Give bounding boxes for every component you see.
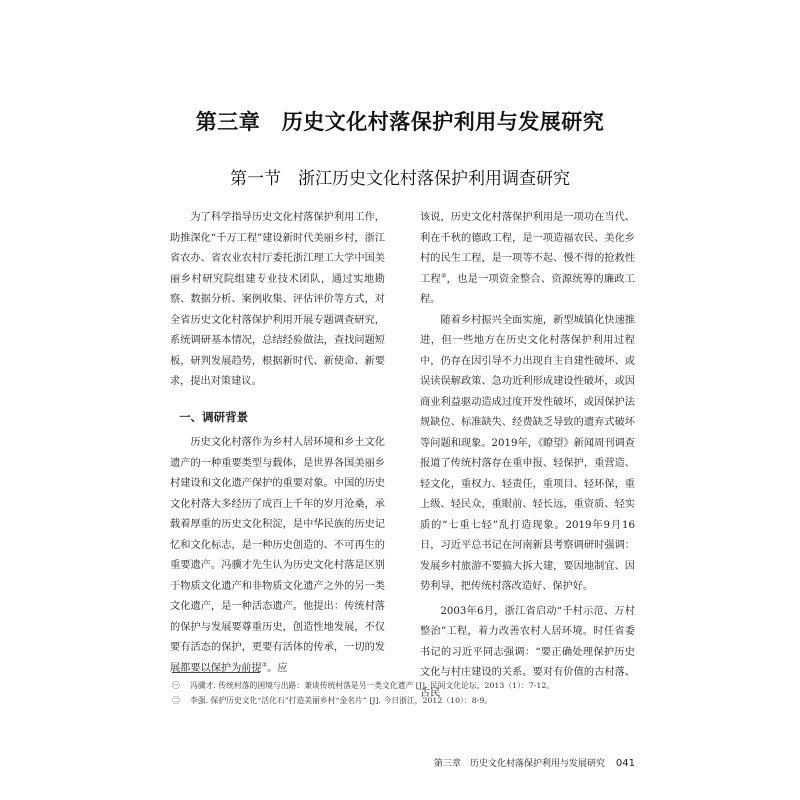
footnote-text: 冯骥才. 传统村落的困境与出路：兼谈传统村落是另一类文化遗产 [J]. 民间文化论坛，2013（1）：7-12。 [190,681,555,690]
continuation-paragraph [420,208,635,311]
running-footer-title: 第三章 历史文化村落保护利用与发展研究 [434,759,606,769]
left-column [170,208,385,679]
continuation-end: ，也是一项资金整合、资源统筹的廉政工程。 [420,273,635,305]
footnote-text: 李强. 保护历史文化“活化石”打造美丽乡村“金名片” [J]. 今日浙江，2012（10）：8-9。 [190,696,493,705]
intro-paragraph: 为了科学指导历史文化村落保护利用工作，助推深化“千万工程”建设新时代美丽乡村，浙江省农办、省农业农村厅委托浙江理工大学中国美丽乡村研究院组建专业技术团队，通过实地勘察、数据分析、案例收集、评估评价等方式，对全省历史文化村落保护利用开展专题调查研究，系统调研基本情况，总结经验做法，查找问题短板，研判发展趋势，根据新时代、新使命、新要求，提出对策建议。 [170,212,385,387]
chapter-title: 第三章 历史文化村落保护利用与发展研究 [195,110,605,134]
running-footer [420,756,635,769]
footnote-divider [172,672,260,673]
background-paragraph [170,433,385,679]
footnote-1 [172,678,642,693]
footnote-mark: ㊀ [172,681,180,690]
rural-revitalization-paragraph: 随着乡村振兴全面实施，新型城镇化快速推进，但一些地方在历史文化村落保护利用过程中，仍存在因引导不力出现自主自建性破坏、或误读误解政策、急功近利形成建设性破坏，或因商业利益驱动造成过度开发性破坏，或因保护法规缺位、标准缺失、经费缺乏导致的遗弃式破坏等问题和现象。2019年，《瞭望》新闻周刊调查报道了传统村落存在重申报、轻保护，重营造、轻文化，重权力、轻责任，重项目、轻环保，重上级、轻民众，重眼前、轻长远，重资质、轻实质的“七重七轻”乱打造现象。2019年9月16日，习近平总书记在河南新县考察调研时强调：发展乡村旅游不要搞大拆大建，要因地制宜、因势利导，把传统村落改造好、保护好。 [420,314,635,592]
subheading-research-background: 一、调研背景 [179,409,249,424]
continuation-text: 该说，历史文化村落保护利用是一项功在当代、利在千秋的德政工程，是一项造福农民、美化乡村的民生工程，是一项等不起、慢不得的抢救性工程 [420,212,635,285]
footnote-2 [172,693,642,708]
background-paragraph-end: 。应 [267,662,288,674]
page-number: 041 [615,758,635,769]
right-column [420,208,635,704]
footnote-ref-2[interactable]: ② [440,272,447,280]
section-title: 第一节 浙江历史文化村落保护利用调查研究 [230,169,570,189]
thousand-villages-paragraph: 2003年6月，浙江省启动“千村示范、万村整治”工程，着力改善农村人居环境。时任省委书记的习近平同志强调：“要正确处理保护历史文化与村庄建设的关系。要对有价值的古村落、古民 [420,605,635,699]
background-paragraph-text: 历史文化村落作为乡村人居环境和乡土文化遗产的一种重要类型与载体，是世界各国美丽乡村建设和文化遗产保护的重要对象。中国的历史文化村落大多经历了成百上千年的岁月沧桑，承载着厚重的历史文化积淀，是中华民族的历史记忆和文化标志，是一种历史创造的、不可再生的重要遗产。冯骥才先生认为历史文化村落是区别于物质文化遗产和非物质文化遗产之外的另一类文化遗产，是一种活态遗产。他提出：传统村落的保护与发展要尊重历史，创造性地发展，不仅要有活态的保护，更要有活体的传承，一切的发展都要以保护为前提 [170,437,385,674]
footnotes [172,678,642,708]
footnote-ref-1[interactable]: ① [261,661,268,669]
footnote-mark: ㊁ [172,696,180,705]
